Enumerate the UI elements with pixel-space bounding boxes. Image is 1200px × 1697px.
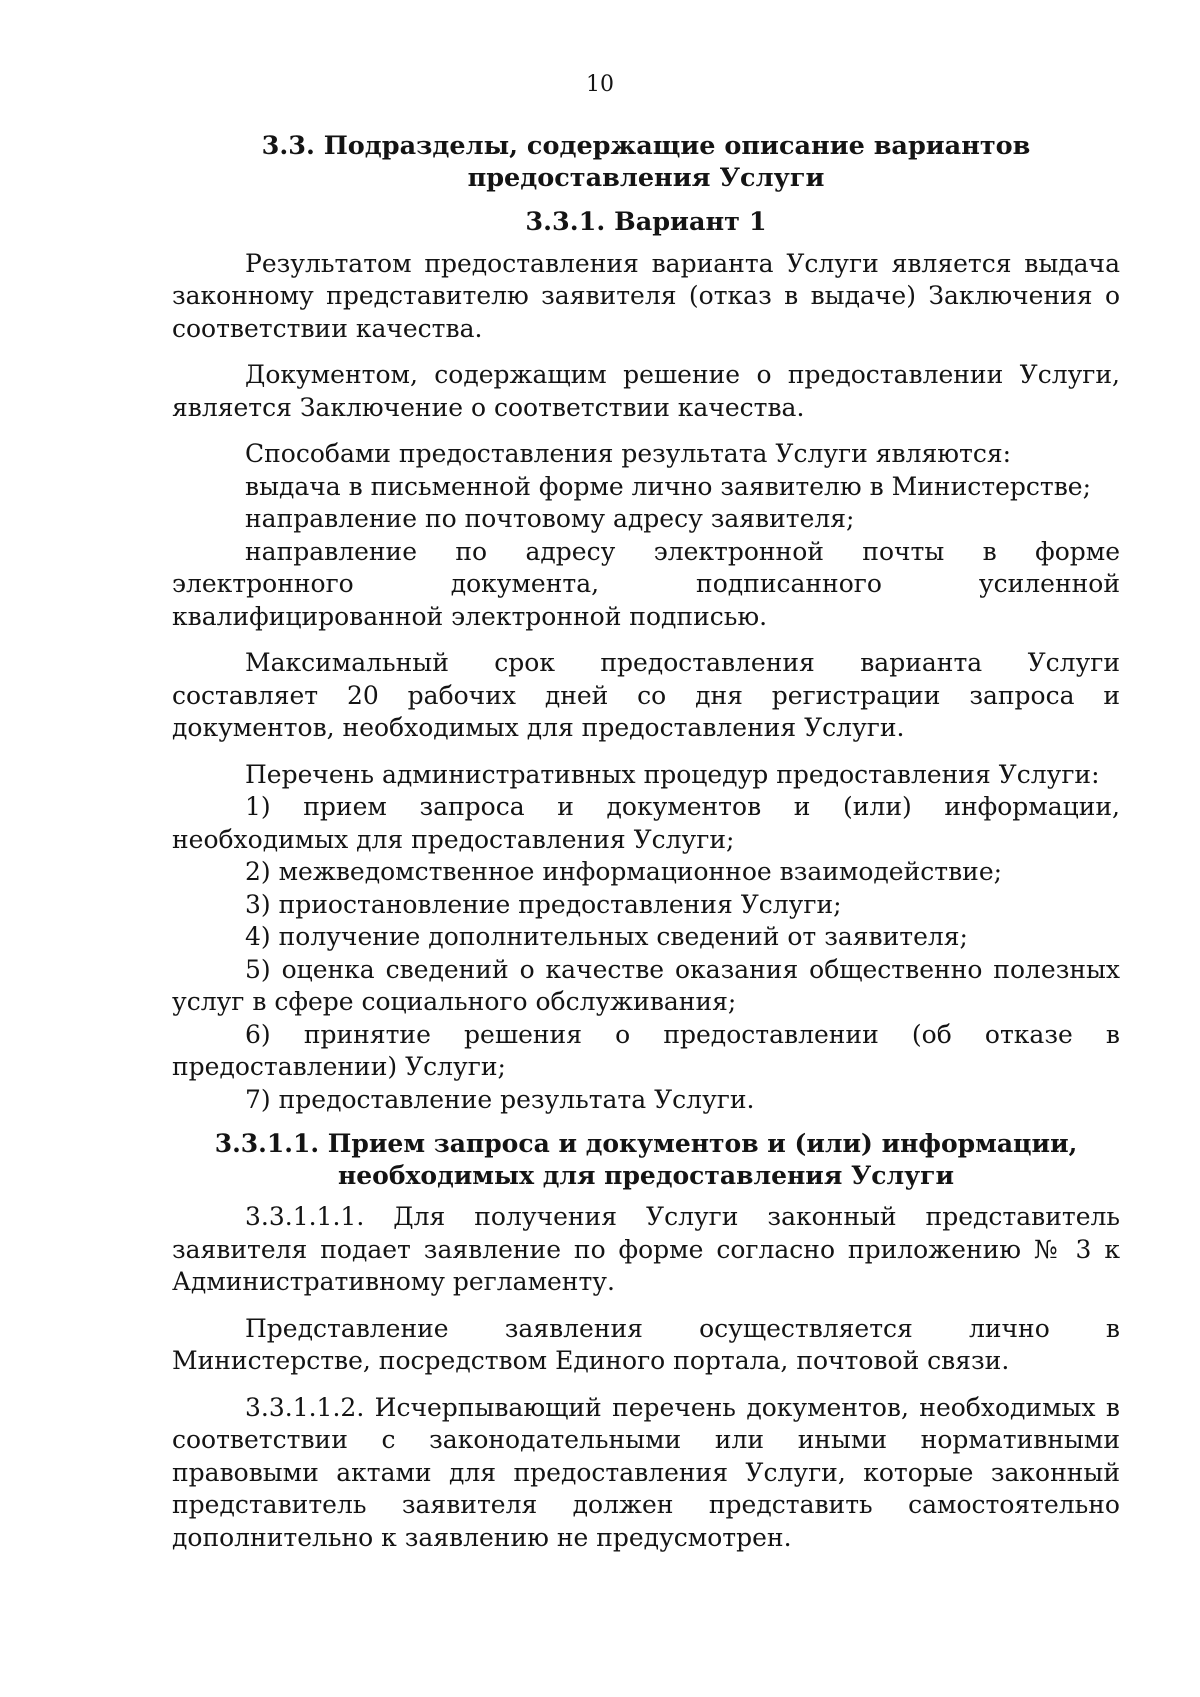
section-heading-3-3-1-1: 3.3.1.1. Прием запроса и документов и (или) информации, необходимых для предоставления Услуги: [214, 1129, 1078, 1190]
paragraph-result: Результатом предоставления варианта Услуги является выдача законному представителю заявителя (отказ в выдаче) Заключения о соответствии качества.: [172, 248, 1120, 343]
list-item-procedure-4: 4) получение дополнительных сведений от заявителя;: [245, 922, 968, 951]
paragraph-document: Документом, содержащим решение о предоставлении Услуги, является Заключение о соответствии качества.: [172, 360, 1120, 422]
paragraph-method-3: направление по адресу электронной почты в форме электронного документа, подписанного усиленной квалифицированной электронной подписью.: [172, 536, 1120, 631]
list-item-procedure-7: 7) предоставление результата Услуги.: [245, 1084, 755, 1114]
list-item-procedure-1: 1) прием запроса и документов и (или) информации, необходимых для предоставления Услуги;: [172, 792, 1120, 854]
list-item-procedure-2: 2) межведомственное информационное взаимодействие;: [245, 857, 1003, 886]
section-heading-3-3: 3.3. Подразделы, содержащие описание вариантов предоставления Услуги: [261, 131, 1031, 193]
list-item-procedure-5: 5) оценка сведений о качестве оказания общественно полезных услуг в сфере социального обслуживания;: [172, 954, 1120, 1016]
paragraph-methods-intro: Способами предоставления результата Услуги являются:: [245, 439, 1012, 468]
paragraph-procedures-intro: Перечень административных процедур предоставления Услуги:: [245, 759, 1100, 789]
section-heading-3-3-1: 3.3.1. Вариант 1: [525, 207, 767, 237]
document-body: [172, 130, 1120, 1554]
paragraph-submission: Представление заявления осуществляется лично в Министерстве, посредством Единого портала, почтовой связи.: [172, 1313, 1120, 1375]
paragraph-3-3-1-1-1: 3.3.1.1.1. Для получения Услуги законный представитель заявителя подает заявление по форме согласно приложению № 3 к Административному регламенту.: [172, 1202, 1120, 1296]
paragraph-method-1: выдача в письменной форме лично заявителю в Министерстве;: [245, 471, 1092, 501]
page-number: 10: [586, 72, 614, 97]
paragraph-max-term: Максимальный срок предоставления варианта Услуги составляет 20 рабочих дней со дня регистрации запроса и документов, необходимых для предоставления Услуги.: [172, 648, 1120, 742]
list-item-procedure-3: 3) приостановление предоставления Услуги;: [245, 889, 842, 919]
list-item-procedure-6: 6) принятие решения о предоставлении (об отказе в предоставлении) Услуги;: [172, 1019, 1120, 1081]
paragraph-method-2: направление по почтовому адресу заявителя;: [245, 504, 855, 533]
paragraph-3-3-1-1-2: 3.3.1.1.2. Исчерпывающий перечень документов, необходимых в соответствии с законодательными или иными нормативными правовыми актами для предоставления Услуги, которые законный представитель заявителя должен представить самостоятельно дополнительно к заявлению не предусмотрен.: [172, 1392, 1120, 1552]
